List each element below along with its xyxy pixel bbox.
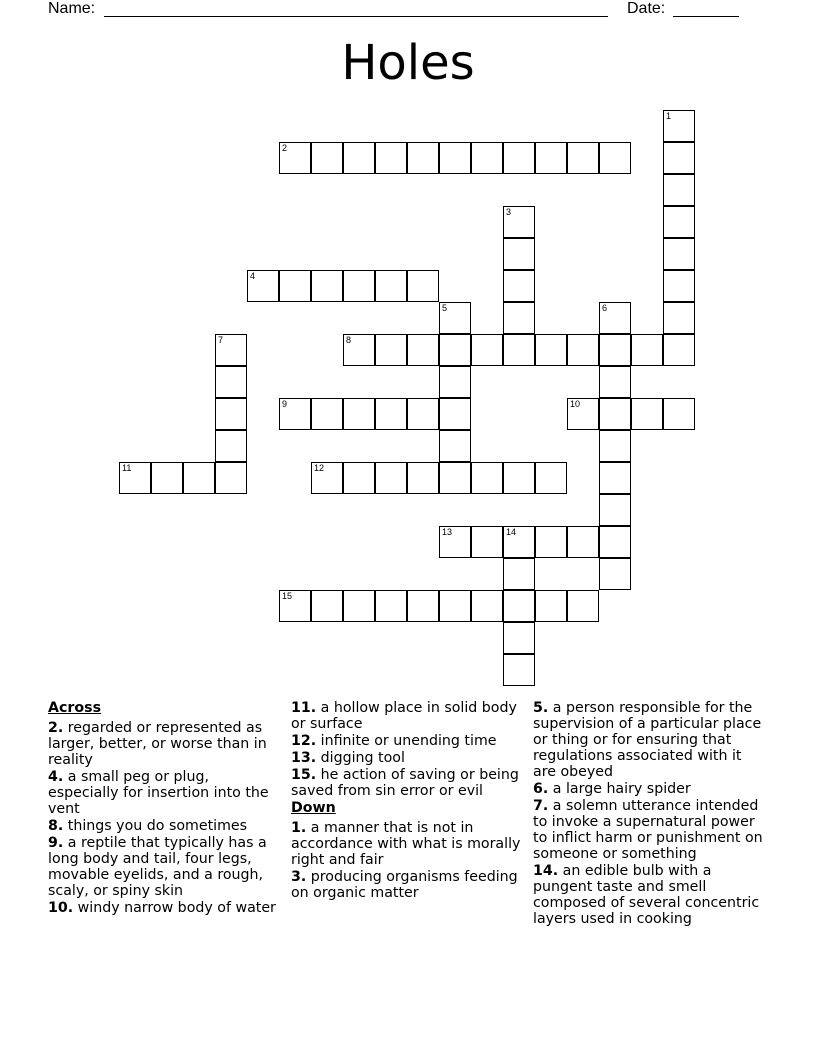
- clue-number: 5.: [533, 700, 549, 716]
- clue-number: 1.: [291, 820, 307, 836]
- grid-cell[interactable]: [375, 334, 407, 366]
- grid-cell[interactable]: [599, 494, 631, 526]
- grid-cell[interactable]: [503, 590, 535, 622]
- grid-cell[interactable]: [407, 142, 439, 174]
- grid-cell[interactable]: [599, 462, 631, 494]
- clue-number: 9.: [48, 835, 64, 851]
- grid-cell[interactable]: [631, 398, 663, 430]
- clue-number: 12.: [291, 733, 317, 749]
- clue-item: [533, 798, 768, 862]
- grid-cell[interactable]: [343, 142, 375, 174]
- puzzle-title: Holes: [341, 35, 475, 91]
- grid-cell[interactable]: [503, 558, 535, 590]
- clue-number-label: 10: [570, 399, 581, 409]
- grid-cell[interactable]: [215, 462, 247, 494]
- grid-cell[interactable]: [439, 302, 471, 334]
- grid-cell[interactable]: [183, 462, 215, 494]
- grid-cell[interactable]: [343, 398, 375, 430]
- grid-cell[interactable]: [439, 430, 471, 462]
- grid-cell[interactable]: [343, 462, 375, 494]
- grid-cell[interactable]: [311, 270, 343, 302]
- grid-cell[interactable]: [471, 334, 503, 366]
- grid-cell[interactable]: [279, 142, 311, 174]
- grid-cell[interactable]: [599, 398, 631, 430]
- grid-cell[interactable]: [343, 334, 375, 366]
- grid-cell[interactable]: [311, 590, 343, 622]
- clue-number-label: 5: [442, 303, 448, 313]
- grid-cell[interactable]: [663, 206, 695, 238]
- clue-number-label: 1: [666, 111, 672, 121]
- grid-cell[interactable]: [439, 462, 471, 494]
- clue-number: 13.: [291, 750, 317, 766]
- grid-cell[interactable]: [439, 334, 471, 366]
- clue-item: [48, 818, 283, 834]
- clue-item: [291, 733, 526, 749]
- grid-cell[interactable]: [439, 366, 471, 398]
- grid-cell[interactable]: [631, 334, 663, 366]
- clue-number: 7.: [533, 798, 549, 814]
- grid-cell[interactable]: [375, 270, 407, 302]
- grid-cell[interactable]: [439, 398, 471, 430]
- grid-cell[interactable]: [439, 590, 471, 622]
- clue-number-label: 7: [218, 335, 224, 345]
- grid-cell[interactable]: [599, 558, 631, 590]
- clue-text: infinite or unending time: [316, 733, 497, 749]
- clue-text: a solemn utterance intended to invoke a supernatural power to inflict harm or punishment on someone or something: [533, 798, 763, 862]
- clue-text: a reptile that typically has a long body and tail, four legs, movable eyelids, and a rough, scaly, or spiny skin: [48, 835, 267, 899]
- clue-text: an edible bulb with a pungent taste and smell composed of several concentric layers used in cooking: [533, 863, 760, 927]
- clue-item: [291, 700, 526, 732]
- clue-text: producing organisms feeding on organic matter: [291, 869, 518, 901]
- grid-cell[interactable]: [151, 462, 183, 494]
- grid-cell[interactable]: [503, 270, 535, 302]
- grid-cell[interactable]: [663, 334, 695, 366]
- grid-cell[interactable]: [279, 270, 311, 302]
- clue-text: a small peg or plug, especially for insertion into the vent: [48, 769, 269, 817]
- clue-item: [533, 700, 768, 780]
- grid-cell[interactable]: [535, 462, 567, 494]
- grid-cell[interactable]: [279, 590, 311, 622]
- grid-cell[interactable]: [535, 526, 567, 558]
- grid-cell[interactable]: [215, 334, 247, 366]
- clue-item: [533, 863, 768, 927]
- grid-cell[interactable]: [599, 526, 631, 558]
- clue-text: a manner that is not in accordance with what is morally right and fair: [291, 820, 521, 868]
- clues-column-2: [291, 700, 526, 902]
- clue-number: 15.: [291, 767, 317, 783]
- clue-number-label: 14: [506, 527, 517, 537]
- grid-cell[interactable]: [663, 398, 695, 430]
- clue-text: he action of saving or being saved from sin error or evil: [291, 767, 519, 799]
- clue-item: [533, 781, 768, 797]
- grid-cell[interactable]: [503, 654, 535, 686]
- grid-cell[interactable]: [567, 334, 599, 366]
- grid-cell[interactable]: [407, 590, 439, 622]
- grid-cell[interactable]: [567, 142, 599, 174]
- across-heading: Across: [48, 700, 102, 716]
- grid-cell[interactable]: [439, 526, 471, 558]
- grid-cell[interactable]: [311, 398, 343, 430]
- grid-cell[interactable]: [535, 590, 567, 622]
- grid-cell[interactable]: [471, 462, 503, 494]
- clue-item: [291, 750, 526, 766]
- clue-number-label: 11: [122, 463, 132, 473]
- grid-cell[interactable]: [407, 334, 439, 366]
- grid-cell[interactable]: [567, 398, 599, 430]
- clue-number-label: 12: [314, 463, 325, 473]
- grid-cell[interactable]: [375, 590, 407, 622]
- clue-item: [48, 720, 283, 768]
- clue-number-label: 4: [250, 271, 256, 281]
- clues-column-1: [48, 700, 283, 917]
- grid-cell[interactable]: [503, 238, 535, 270]
- grid-cell[interactable]: [599, 430, 631, 462]
- grid-cell[interactable]: [663, 110, 695, 142]
- grid-cell[interactable]: [439, 142, 471, 174]
- grid-cell[interactable]: [215, 430, 247, 462]
- clue-text: regarded or represented as larger, better, or worse than in reality: [48, 720, 267, 768]
- grid-cell[interactable]: [375, 142, 407, 174]
- clue-number-label: 8: [346, 335, 352, 345]
- grid-cell[interactable]: [311, 462, 343, 494]
- date-label: Date:: [627, 0, 666, 17]
- grid-cell[interactable]: [407, 462, 439, 494]
- clue-item: [48, 769, 283, 817]
- clues-column-3: [533, 700, 768, 928]
- clue-text: windy narrow body of water: [73, 900, 276, 916]
- clue-text: a hollow place in solid body or surface: [291, 700, 517, 732]
- clue-number-label: 13: [442, 527, 453, 537]
- grid-cell[interactable]: [119, 462, 151, 494]
- clue-item: [291, 767, 526, 799]
- name-label: Name:: [48, 0, 96, 17]
- grid-cell[interactable]: [503, 526, 535, 558]
- grid-cell[interactable]: [567, 526, 599, 558]
- grid-cell[interactable]: [471, 590, 503, 622]
- grid-cell[interactable]: [279, 398, 311, 430]
- grid-cell[interactable]: [503, 462, 535, 494]
- grid-cell[interactable]: [215, 398, 247, 430]
- clue-number: 3.: [291, 869, 307, 885]
- clue-number: 11.: [291, 700, 317, 716]
- clue-text: a large hairy spider: [548, 781, 691, 797]
- clue-item: [291, 869, 526, 901]
- grid-cell[interactable]: [599, 302, 631, 334]
- clue-number-label: 6: [602, 303, 608, 313]
- grid-cell[interactable]: [247, 270, 279, 302]
- grid-cell[interactable]: [471, 142, 503, 174]
- grid-cell[interactable]: [663, 174, 695, 206]
- clue-number-label: 3: [506, 207, 512, 217]
- grid-cell[interactable]: [663, 142, 695, 174]
- grid-cell[interactable]: [343, 270, 375, 302]
- clue-text: a person responsible for the supervision of a particular place or thing or for ensuring that regulations associated with it are obeyed: [533, 700, 762, 780]
- clue-number: 6.: [533, 781, 549, 797]
- clue-text: things you do sometimes: [63, 818, 248, 834]
- grid-cell[interactable]: [663, 238, 695, 270]
- grid-cell[interactable]: [663, 302, 695, 334]
- clue-item: [291, 820, 526, 868]
- grid-cell[interactable]: [599, 334, 631, 366]
- grid-cell[interactable]: [503, 142, 535, 174]
- grid-cell[interactable]: [663, 270, 695, 302]
- clue-text: digging tool: [316, 750, 405, 766]
- clue-item: [48, 900, 283, 916]
- grid-cell[interactable]: [407, 398, 439, 430]
- grid-cell[interactable]: [599, 142, 631, 174]
- grid-cell[interactable]: [503, 206, 535, 238]
- clue-number: 10.: [48, 900, 74, 916]
- clue-number-label: 15: [282, 591, 293, 601]
- clue-number: 14.: [533, 863, 559, 879]
- grid-cell[interactable]: [599, 366, 631, 398]
- grid-cell[interactable]: [535, 334, 567, 366]
- clue-number-label: 9: [282, 399, 288, 409]
- grid-cell[interactable]: [503, 334, 535, 366]
- grid-cell[interactable]: [567, 590, 599, 622]
- grid-cell[interactable]: [311, 142, 343, 174]
- grid-cell[interactable]: [471, 526, 503, 558]
- clue-number-label: 2: [282, 143, 288, 153]
- grid-cell[interactable]: [503, 302, 535, 334]
- grid-cell[interactable]: [343, 590, 375, 622]
- grid-cell[interactable]: [215, 366, 247, 398]
- grid-cell[interactable]: [407, 270, 439, 302]
- clue-number: 2.: [48, 720, 64, 736]
- clue-item: [48, 835, 283, 899]
- grid-cell[interactable]: [375, 462, 407, 494]
- clue-number: 4.: [48, 769, 64, 785]
- grid-cell[interactable]: [503, 622, 535, 654]
- grid-cell[interactable]: [375, 398, 407, 430]
- grid-cell[interactable]: [535, 142, 567, 174]
- down-heading: Down: [291, 800, 336, 816]
- clue-number: 8.: [48, 818, 64, 834]
